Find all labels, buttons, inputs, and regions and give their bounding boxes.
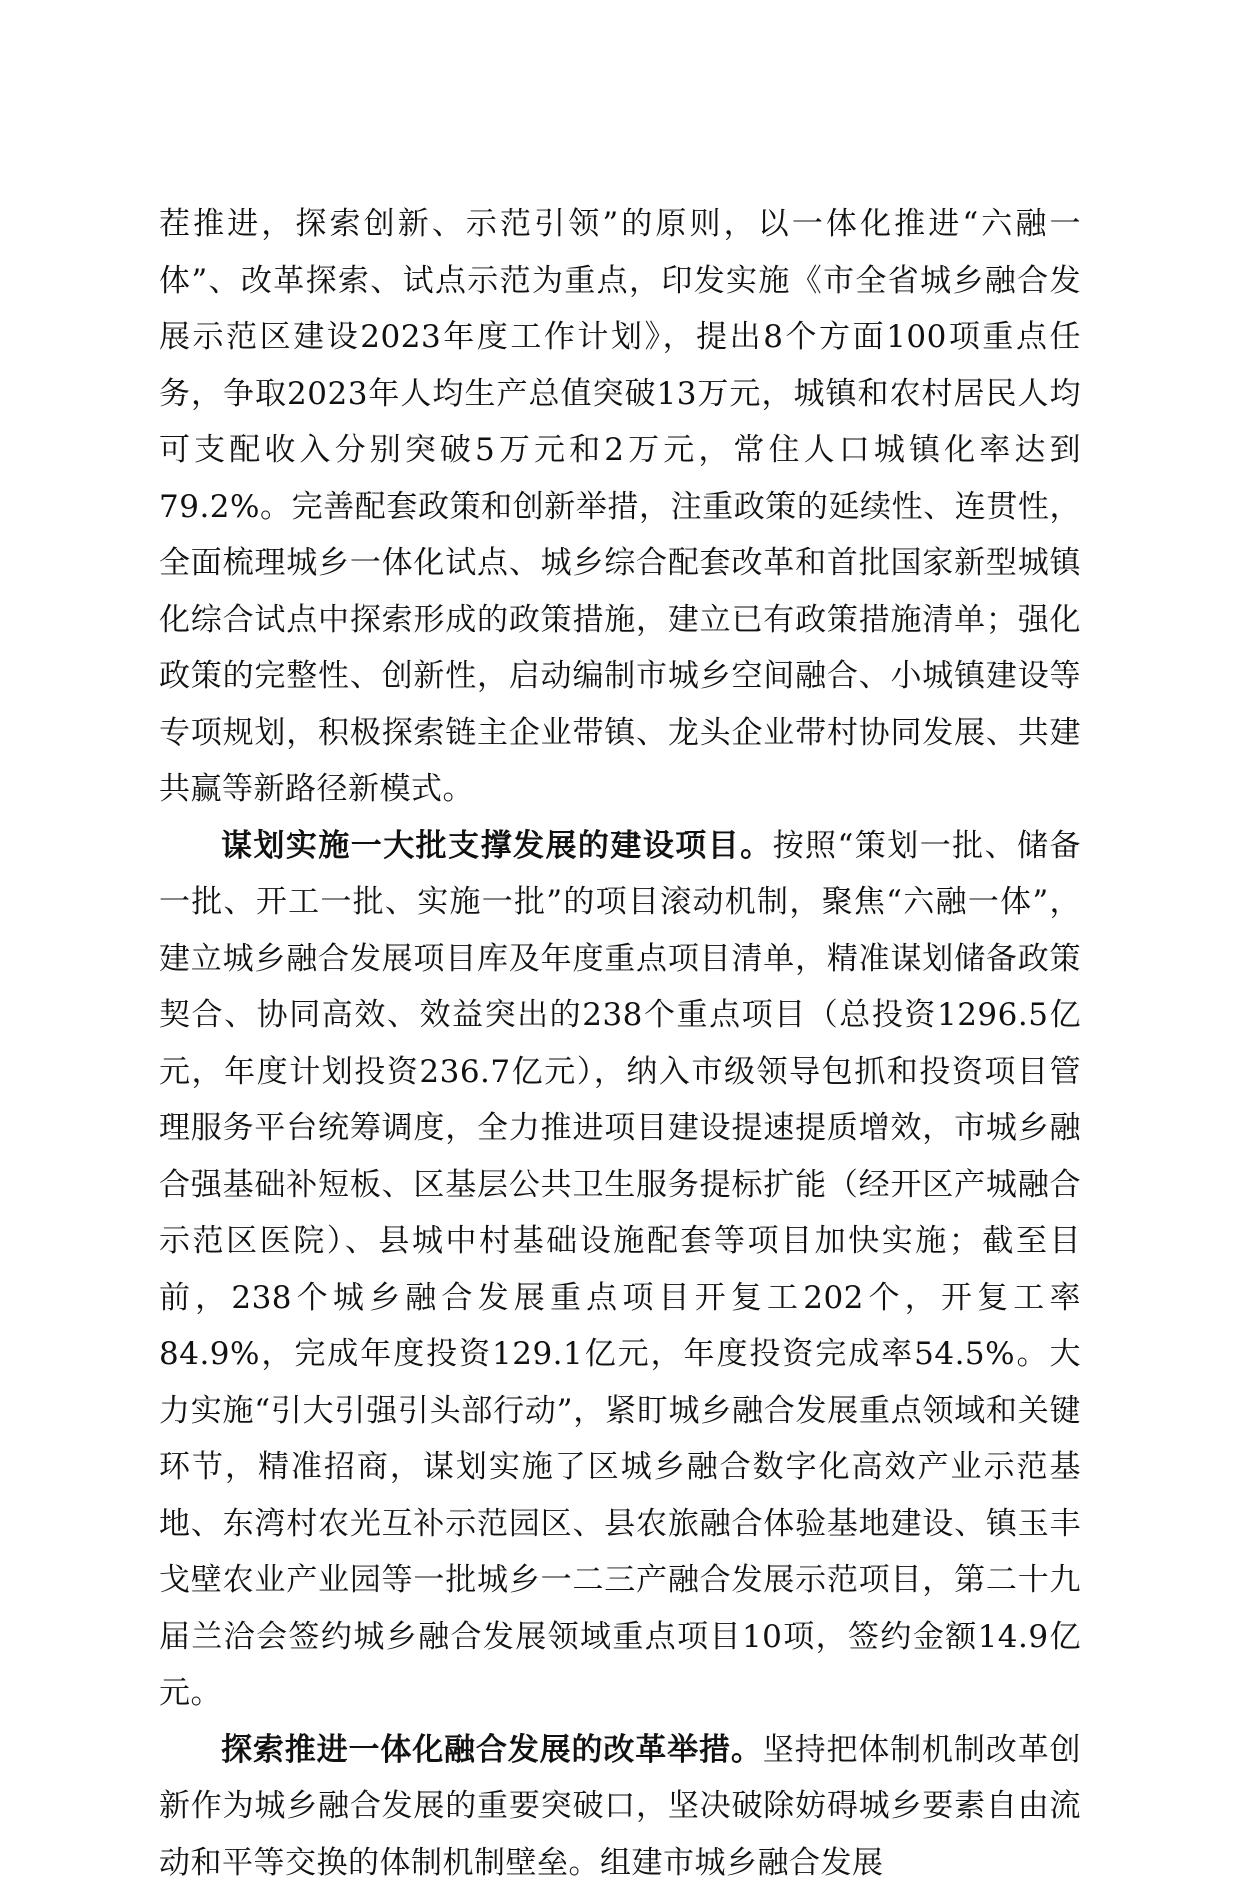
paragraph-text: 按照“策划一批、储备一批、开工一批、实施一批”的项目滚动机制，聚焦“六融一体”，建立城乡融合发展项目库及年度重点项目清单，精准谋划储备政策契合、协同高效、效益突出的238个重点项目（总投资1296.5亿元，年度计划投资236.7亿元），纳入市级领导包抓和投资项目管理服务平台统筹调度，全力推进项目建设提速提质增效，市城乡融合强基础补短板、区基层公共卫生服务提标扩能（经开区产城融合示范区医院）、县城中村基础设施配套等项目加快实施；截至目前，238个城乡融合发展重点项目开复工202个，开复工率84.9%，完成年度投资129.1亿元，年度投资完成率54.5%。大力实施“引大引强引头部行动”，紧盯城乡融合发展重点领域和关键环节，精准招商，谋划实施了区城乡融合数字化高效产业示范基地、东湾村农光互补示范园区、县农旅融合体验基地建设、镇玉丰戈壁农业产业园等一批城乡一二三产融合发展示范项目，第二十九届兰洽会签约城乡融合发展领域重点项目10项，签约金额14.9亿元。 [159,828,1081,1712]
paragraph-text: 茬推进，探索创新、示范引领”的原则，以一体化推进“六融一体”、改革探索、试点示范为重点，印发实施《市全省城乡融合发展示范区建设2023年度工作计划》，提出8个方面100项重点任务，争取2023年人均生产总值突破13万元，城镇和农村居民人均可支配收入分别突破5万元和2万元，常住人口城镇化率达到79.2%。完善配套政策和创新举措，注重政策的延续性、连贯性，全面梳理城乡一体化试点、城乡综合配套改革和首批国家新型城镇化综合试点中探索形成的政策措施，建立已有政策措施清单；强化政策的完整性、创新性，启动编制市城乡空间融合、小城镇建设等专项规划，积极探索链主企业带镇、龙头企业带村协同发展、共建共赢等新路径新模式。 [159,206,1081,807]
paragraph-reform [159,1722,1081,1891]
paragraph-projects [159,818,1081,1722]
paragraph-heading: 谋划实施一大批支撑发展的建设项目。 [221,828,773,864]
paragraph-continuation [159,196,1081,818]
document-body [159,196,1081,1891]
paragraph-text: 坚持把体制机制改革创新作为城乡融合发展的重要突破口，坚决破除妨碍城乡要素自由流动和平等交换的体制机制壁垒。组建市城乡融合发展 [159,1732,1081,1881]
paragraph-heading: 探索推进一体化融合发展的改革举措。 [221,1732,763,1768]
